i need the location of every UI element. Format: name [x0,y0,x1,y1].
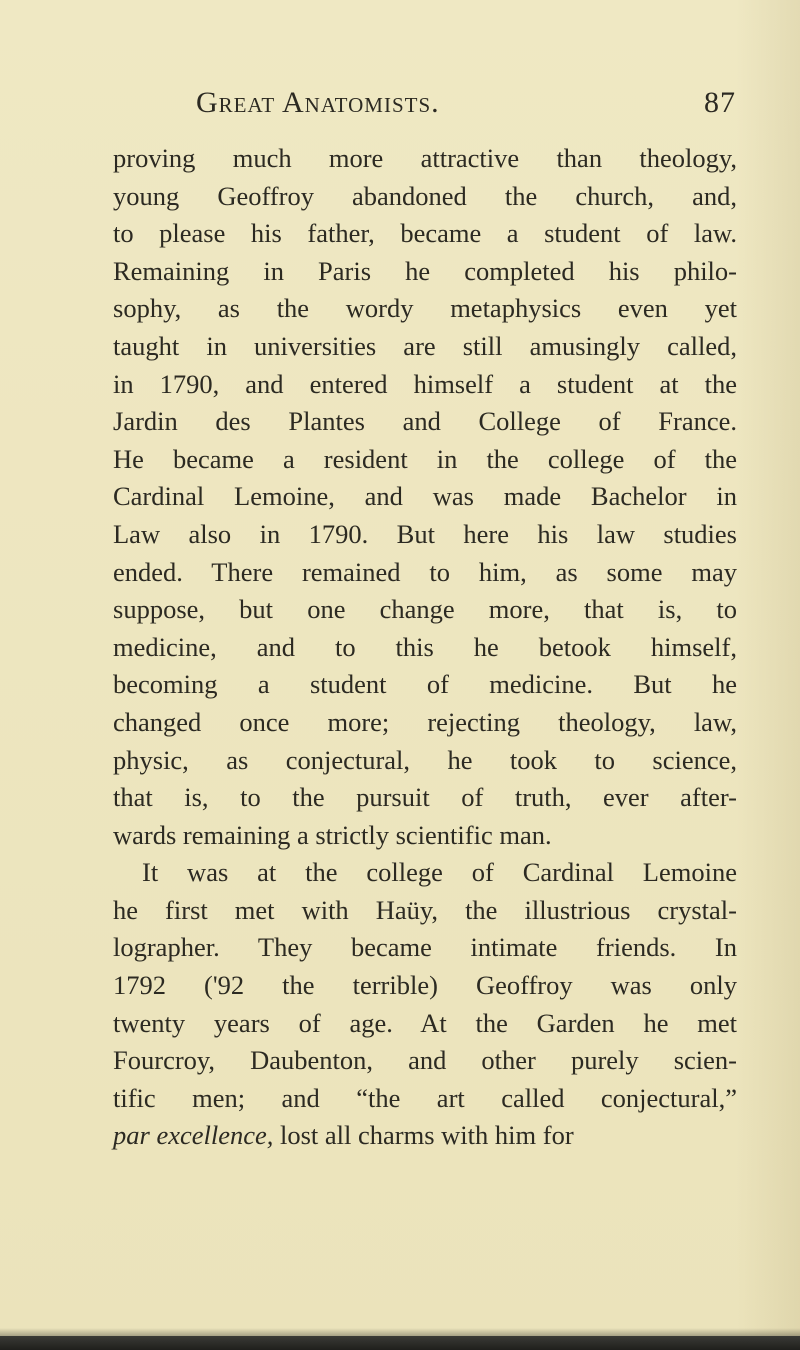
text-line: proving much more attractive than theology, [113,143,737,173]
text-line: It was at the college of Cardinal Lemoine [142,857,737,888]
text-line: He became a resident in the college of the [113,443,737,474]
text-line: Cardinal Lemoine, and was made Bachelor in [113,481,737,512]
text-line: 1792 ('92 the terrible) Geoffroy was only [113,970,737,1001]
text-line: Fourcroy, Daubenton, and other purely scien- [113,1045,737,1076]
text-line: wards remaining a strictly scientific man. [113,819,552,850]
text-line-final [113,1117,737,1155]
text-line: Jardin des Plantes and College of France. [113,406,737,437]
text-line: tific men; and “the art called conjectural,” [113,1082,737,1113]
text-line: Remaining in Paris he completed his philo- [113,255,737,286]
text-line: changed once more; rejecting theology, law, [113,706,737,737]
text-line: that is, to the pursuit of truth, ever after- [113,782,737,813]
text-line: in 1790, and entered himself a student at the [113,368,737,399]
text-line: becoming a student of medicine. But he [113,669,737,700]
running-title: Great Anatomists. [196,86,440,119]
text-line: young Geoffroy abandoned the church, and, [113,180,737,211]
body-text [113,140,737,1155]
italic-phrase: par excellence, [113,1120,274,1151]
text-line: he first met with Haüy, the illustrious crystal- [113,894,737,925]
text-fragment: lost all charms with him for [273,1120,574,1151]
running-head [196,86,736,126]
page-edge-shadow [0,1328,800,1336]
text-line: taught in universities are still amusingly called, [113,330,737,361]
text-line: physic, as conjectural, he took to science, [113,744,737,775]
text-line: lographer. They became intimate friends. In [113,932,737,963]
page-number: 87 [704,86,736,119]
text-line: to please his father, became a student of law. [113,218,737,249]
text-line: sophy, as the wordy metaphysics even yet [113,293,737,324]
text-line: Law also in 1790. But here his law studies [113,518,737,549]
text-line: ended. There remained to him, as some may [113,556,737,587]
text-line: twenty years of age. At the Garden he met [113,1007,737,1038]
text-line: medicine, and to this he betook himself, [113,631,737,662]
text-line: suppose, but one change more, that is, to [113,594,737,625]
page-bottom-edge [0,1336,800,1350]
